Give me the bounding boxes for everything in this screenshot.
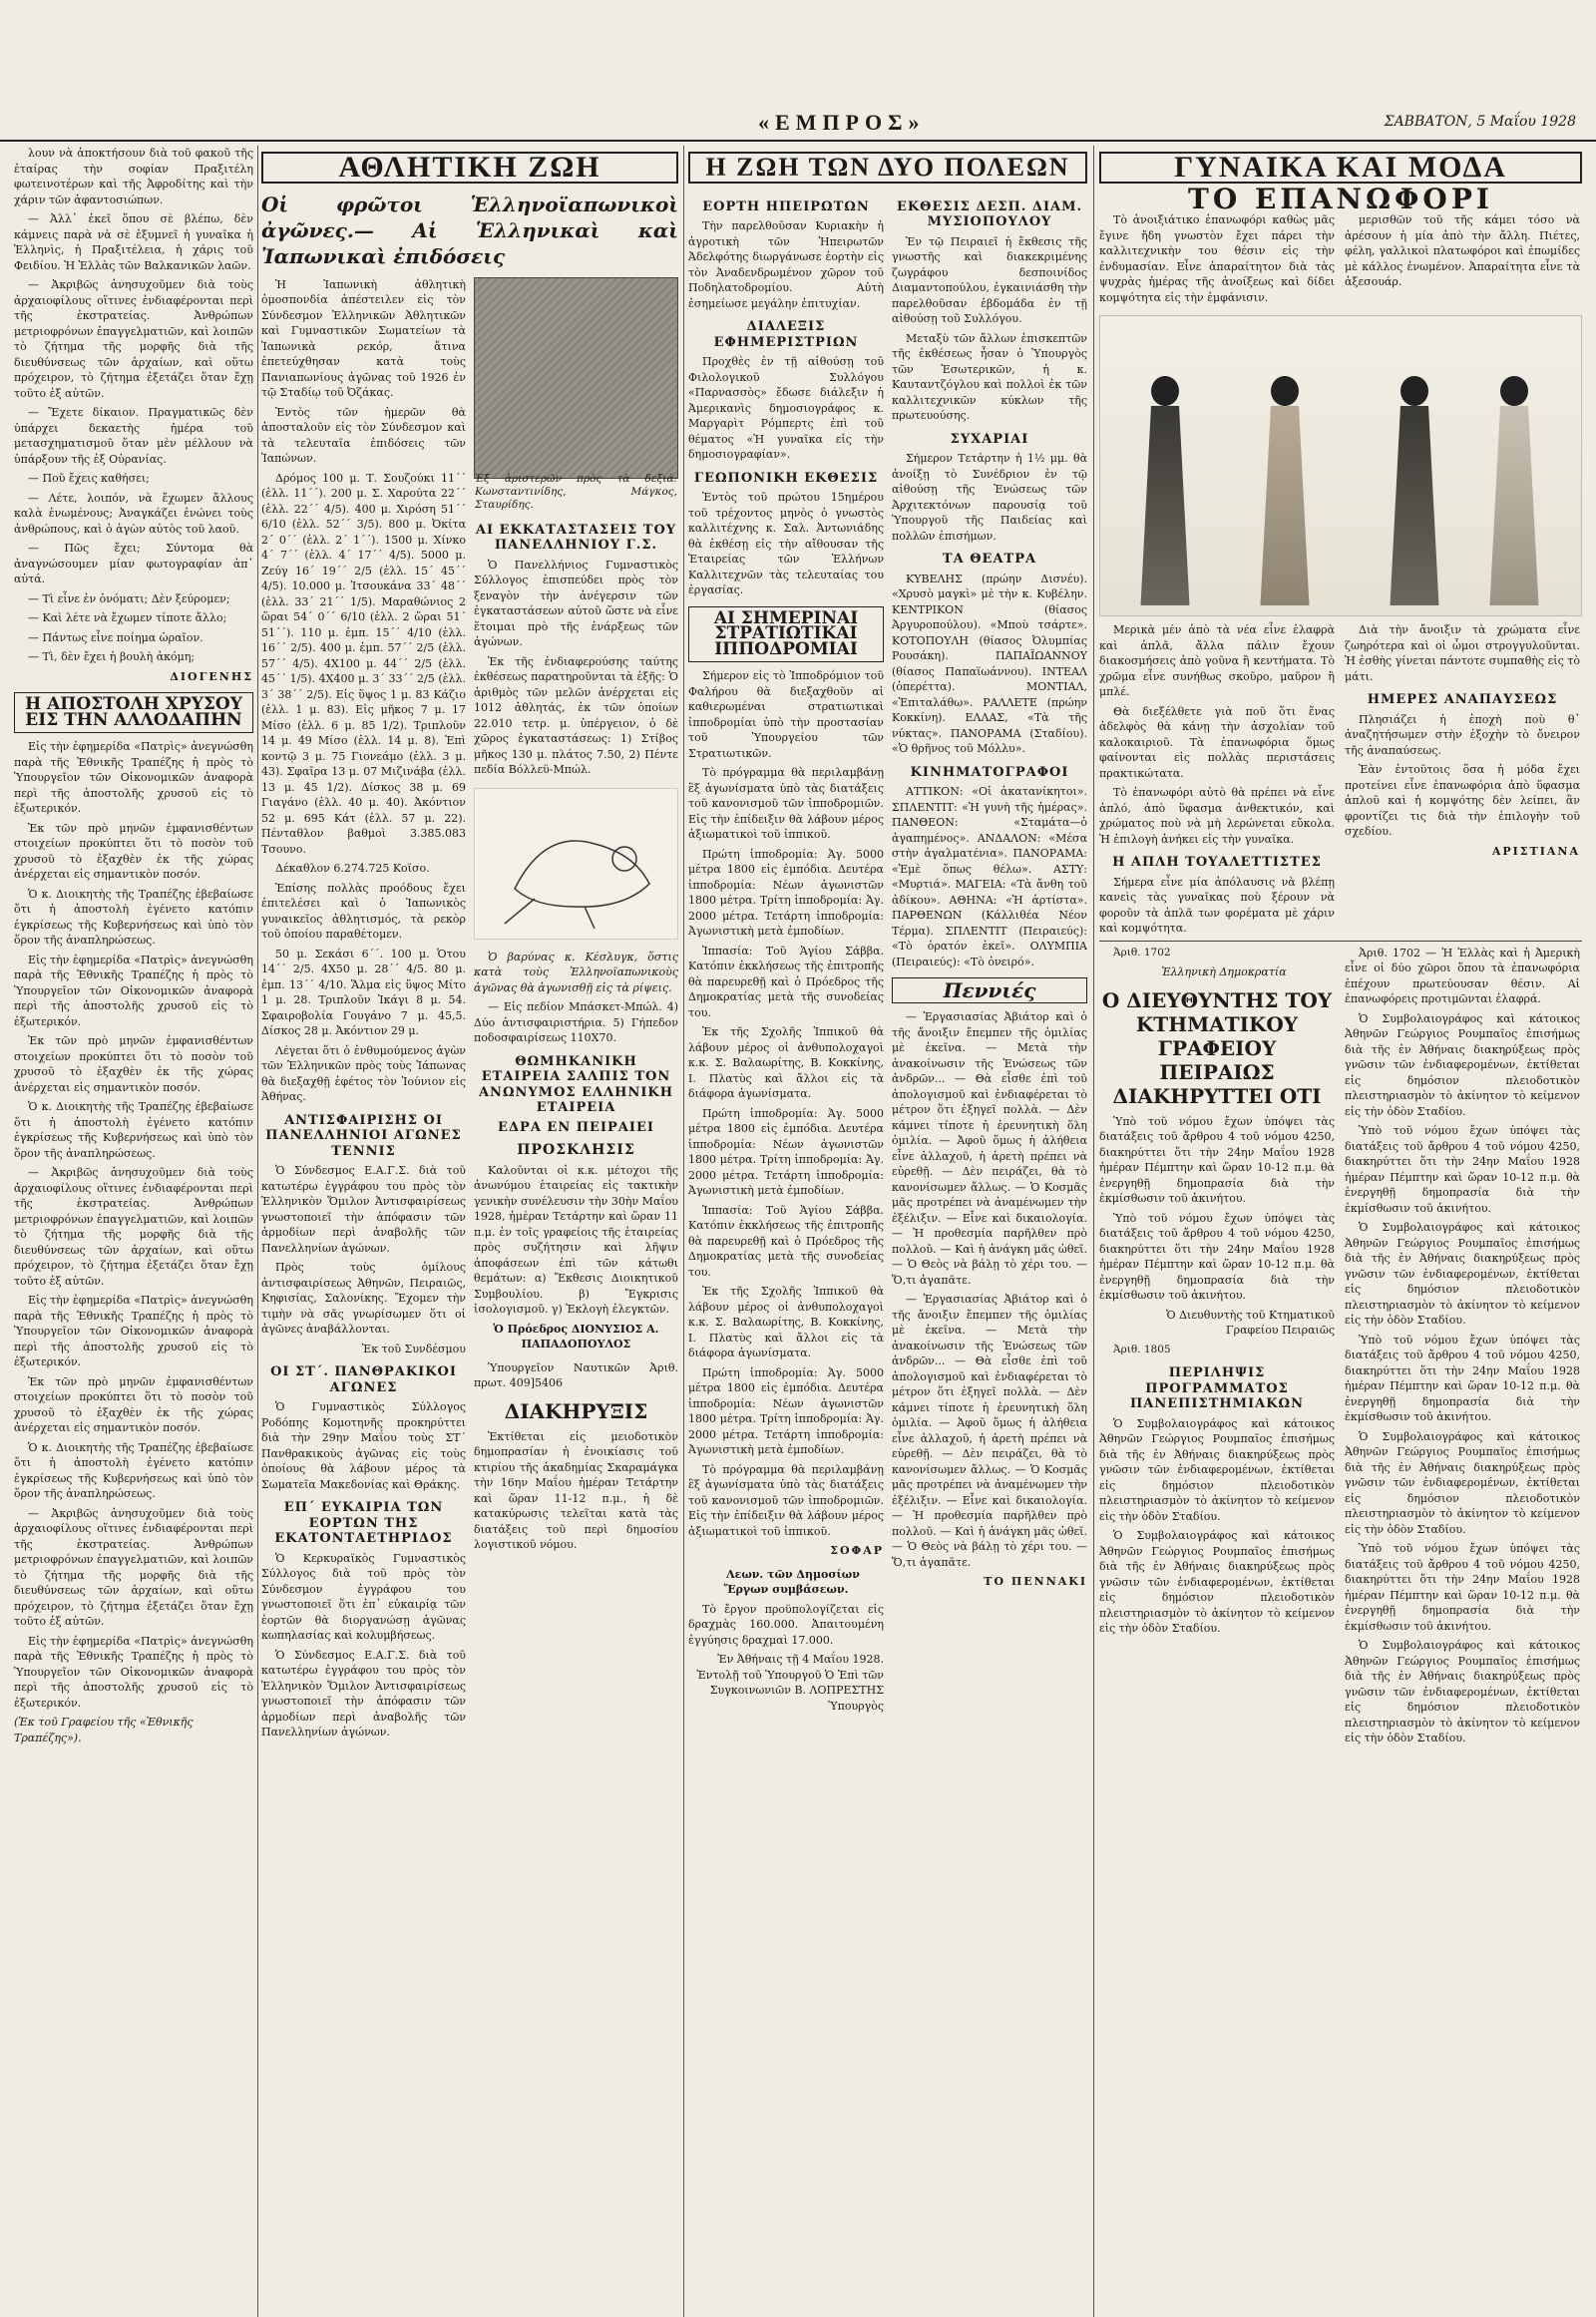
notice-number: Ἀριθ. 1702 xyxy=(1113,946,1171,959)
article-paragraph: Μερικὰ μέν ἀπὸ τὰ νέα εἶνε ἐλαφρὰ καὶ ἀπλᾶ, ἄλλα πάλιν ἔχουν διακοσμήσεις ἀπὸ γοῦνα ἢ κεντήματα. Τὸ χρῶμα εἶνε συνήθως σκοῦρο, μαῦρον ἢ μπλέ. xyxy=(1099,623,1335,698)
article-paragraph: — Τὶ εἶνε ἐν ὀνόματι; Δὲν ξεύρομεν; xyxy=(28,591,230,605)
headline-company: ΘΩΜΗΚΑΝΙΚΗ ΕΤΑΙΡΕΙΑ ΣΑΛΠΙΣ ΤΟΝ ΑΝΩΝΥΜΟΣ ΕΛΛΗΝΙΚΗ ΕΤΑΙΡΕΙΑ xyxy=(478,1053,674,1115)
article-paragraph: Ἐπίσης πολλὰς προόδους ἔχει ἐπιτελέσει καὶ ὁ Ἰαπωνικὸς γυναικεῖος ἀθλητισμός, τὰ ρεκὸρ τοῦ ὁποίου παραθέτομεν. xyxy=(261,881,466,941)
humor-column: — Ἐργασιασίας Ἀβιάτορ καὶ ὁ τῆς ἄνοιξιν ἔπεμπεν τῆς ὁμιλίας μὲ ἐκεῖνα. — Μετὰ τὴν ἀνακοίνωσιν τῆς Ἑνώσεως τῶν ἀνδρῶν... — Θὰ εἶσθε ἐπὶ τοῦ ἀπολογισμοῦ καὶ ἐνδιαφέρεται τὸ μέτρον ὅτι ἐξηγεῖ πολλὰ. — Δὲν κάμνει τίποτε ἡ ἐρευνητικὴ ὅλη ὁμιλία. — Ἀφοῦ ὅμως ἡ ἀλήθεια εἶνε ἀλλαχοῦ, ἡ ἀρετὴ πρέπει νὰ εὑρεθῇ. — Δὲν πειράζει, θὰ τὸ κανονίσωμεν ἄλλως. — Ὁ Κοσμᾶς μᾶς προτρέπει νὰ ἀναμένωμεν τὴν ἐξέλιξιν. — Εἶνε καὶ δικαιολογία. — Ἡ προθεσμία παρῆλθεν πρὸ πολλοῦ. — Καὶ ἡ ἀνάγκη μᾶς ὠθεῖ. — Ὁ Θεὸς νὰ βάλῃ τὸ χέρι του. — Ὅ,τι ἀγαπᾶτε. xyxy=(892,1293,1087,1569)
company-seat: ΕΔΡΑ ΕΝ ΠΕΙΡΑΙΕΙ xyxy=(498,1119,654,1135)
article-paragraph: Τὸ πρόγραμμα θὰ περιλαμβάνῃ ἓξ ἀγωνίσματα ὑπὸ τὰς διατάξεις τοῦ κανονισμοῦ τῶν ἱπποδρομιῶν. Εἰς τὴν ἐπίδειξιν θὰ λάβουν μέρος ἀξιωματικοὶ τοῦ ἱππικοῦ. xyxy=(688,766,884,841)
section-title-sports: ΑΘΛΗΤΙΚΗ ΖΩΗ xyxy=(261,152,678,184)
article-paragraph: Πρώτη ἱπποδρομία: Ἀγ. 5000 μέτρα 1800 εἰς ἐμπόδια. Δευτέρα ἱπποδρομία: Νέων ἀγωνιστῶν 1800 μέτρα. Τρίτη ἱπποδρομία: Ἀγ. 2000 μέτρα. Τετάρτη ἱπποδρομία: Ἀγωνιστικὴ μετὰ ἐμποδίων. xyxy=(688,847,884,938)
headline-panhellenic: ΑΙ ΕΚΚΑΤΑΣΤΑΣΕΙΣ ΤΟΥ ΠΑΝΕΛΛΗΝΙΟΥ Γ.Σ. xyxy=(475,522,677,553)
article-paragraph: Πρώτη ἱπποδρομία: Ἀγ. 5000 μέτρα 1800 εἰς ἐμπόδια. Δευτέρα ἱπποδρομία: Νέων ἀγωνιστῶν 1800 μέτρα. Τρίτη ἱπποδρομία: Ἀγ. 2000 μέτρα. Τετάρτη ἱπποδρομία: Ἀγωνιστικὴ μετὰ ἐμποδίων. xyxy=(688,1365,884,1456)
source-note: (Ἐκ τοῦ Γραφείου τῆς «Ἐθνικῆς Τραπέζης»). xyxy=(14,1716,194,1744)
article-paragraph: Ὁ Συμβολαιογράφος καὶ κάτοικος Ἀθηνῶν Γεώργιος Ρουμπαῖος ἐπισήμως διὰ τῆς ἐν Ἀθήναις διακηρύξεως πρὸς γνῶσιν τῶν ἐνδιαφερομένων, ἐκτίθεται εἰς δημόσιον πλειοδοτικὸν πλειστηριασμὸν τὸ ἀκίνητον τὸ κείμενον εἰς τὴν ὁδὸν Σταδίου. xyxy=(1099,1529,1335,1635)
author-signature: ΔΙΟΓΕΝΗΣ xyxy=(170,669,253,683)
notice-signature: Ὁ Διευθυντὴς τοῦ Κτηματικοῦ Γραφείου Πειραιῶς xyxy=(1166,1308,1335,1337)
article-paragraph: Ἡ Ἰαπωνικὴ ἀθλητικὴ ὁμοσπονδία ἀπέστειλεν εἰς τὸν Σύνδεσμον Ἑλληνικῶν Ἀθλητικῶν καὶ Γυμναστικῶν Σωματείων τὰ Ἰαπωνικὰ ρεκόρ, ἅτινα ἐπετεύχθησαν κατὰ τοὺς Πανιαπωνίους ἀγῶνας τοῦ 1926 ἐν τῷ Σταδίῳ τοῦ Ὀζάκας. xyxy=(261,277,466,399)
article-paragraph: Ὁ Γυμναστικὸς Σύλλογος Ροδόπης Κομοτηνῆς προκηρύττει διὰ τὴν 29ην Μαΐου τοὺς ΣΤ΄ Πανθρακικοὺς ἀγῶνας εἰς τοὺς ὁποίους θὰ λάβουν μέρος τὰ Σωματεῖα Μακεδονίας καὶ Θράκης. xyxy=(261,1400,466,1491)
fashion-figure xyxy=(1250,376,1320,605)
athlete-sketch xyxy=(474,788,678,940)
article-paragraph: Ὁ Συμβολαιογράφος καὶ κάτοικος Ἀθηνῶν Γεώργιος Ρουμπαῖος ἐπισήμως διὰ τῆς ἐν Ἀθήναις διακηρύξεως πρὸς γνῶσιν τῶν ἐνδιαφερομένων, ἐκτίθεται εἰς δημόσιον πλειοδοτικὸν πλειστηριασμὸν τὸ ἀκίνητον τὸ κείμενον εἰς τὴν ὁδὸν Σταδίου. xyxy=(1099,1416,1335,1523)
article-paragraph: Ὁ Συμβολαιογράφος καὶ κάτοικος Ἀθηνῶν Γεώργιος Ρουμπαῖος ἐπισήμως διὰ τῆς ἐν Ἀθήναις διακηρύξεως πρὸς γνῶσιν τῶν ἐνδιαφερομένων, ἐκτίθεται εἰς δημόσιον πλειοδοτικὸν πλειστηριασμὸν τὸ ἀκίνητον τὸ κείμενον εἰς τὴν ὁδὸν Σταδίου. xyxy=(1345,1221,1580,1327)
fashion-illustration xyxy=(1099,315,1582,616)
headline-land-registry: Ο ΔΙΕΥΘΥΝΤΗΣ ΤΟΥ ΚΤΗΜΑΤΙΚΟΥ ΓΡΑΦΕΙΟΥ ΠΕΙΡΑΙΩΣ ΔΙΑΚΗΡΥΤΤΕΙ ΟΤΙ xyxy=(1101,987,1333,1108)
headline-gold-export: Η ΑΠΟΣΤΟΛΗ ΧΡΥΣΟΥ ΕΙΣ ΤΗΝ ΑΛΛΟΔΑΠΗΝ xyxy=(14,692,253,733)
article-paragraph: Λέγεται ὅτι ὁ ἐνθυμούμενος ἀγὼν τῶν Ἑλληνικῶν πρὸς τοὺς Ἰάπωνας θὰ διεξαχθῇ ἐφέτος τὸν Ἰούνιον εἰς Ἀθήνας. xyxy=(261,1043,466,1103)
article-paragraph: λουν νὰ ἀποκτήσουν διὰ τοῦ φακοῦ τῆς ἐταίρας τὴν σοφίαν Πραξιτέλη φωτεινοτέρων καὶ τῆς Ἀφροδίτης καὶ τὴν χάριν τῶν ἀφαντοσιώπων. xyxy=(14,147,253,206)
article-paragraph: Καλοῦνται οἱ κ.κ. μέτοχοι τῆς ἀνωνύμου ἑταιρείας εἰς τακτικὴν γενικὴν συνέλευσιν τὴν 30ὴν Μαΐου 1928, ἡμέραν Τετάρτην καὶ ὥραν 11 π.μ. ἐν τοῖς γραφείοις τῆς ἑταιρείας πρὸς συζήτησιν καὶ λῆψιν ἀποφάσεων ἐπὶ τῶν κάτωθι θεμάτων: α) Ἔκθεσις Διοικητικοῦ Συμβουλίου. β) Ἔγκρισις ἰσολογισμοῦ. γ) Ἐκλογὴ ἐλεγκτῶν. xyxy=(474,1163,678,1316)
article-paragraph: — Πάντως εἶνε ποίημα ὡραῖον. xyxy=(28,630,203,644)
article-paragraph: Ἐκ τῆς Σχολῆς Ἱππικοῦ θὰ λάβουν μέρος οἱ ἀνθυπολοχαγοὶ κ.κ. Σ. Βαλαωρίτης, Β. Κοκκίνης, Ι. Πλατὺς καὶ ἄλλοι εἰς τὰ διάφορα ἀγωνίσματα. xyxy=(688,1025,884,1100)
theatre-listings: ΚΥΒΕΛΗΣ (πρώην Δισνέυ). «Χρυσὸ μαγκὶ» μὲ τὴν κ. Κυβέλην. ΚΕΝΤΡΙΚΟΝ (θίασος Ἀργυροπούλου). «Μποὺ τσάρτε». ΚΟΤΟΠΟΥΛΗ (θίασος Ὀλυμπίας Ρουσάκη). ΠΑΠΑΪΩΑΝΝΟΥ (θίασος Παπαϊωάννου). ΙΝΤΕΑΛ (ὀπερέττα). ΜΟΝΤΙΑΛ, «Ἐπιταλάθω». ΡΑΛΛΕΤΕ (πρώην Κοκκίνη). ΕΛΛΑΣ, «Τὰ τῆς νύκτας». ΠΑΝΟΡΑΜΑ (Σταδίου). «Ὁ θρῆνος τοῦ Μόλλυ». xyxy=(892,572,1087,755)
article-paragraph: Ἐντὸς τοῦ πρώτου 15ημέρου τοῦ τρέχοντος μηνὸς ὁ γνωστὸς καλλιτέχνης κ. Σαλ. Ἀντωνιάδης θὰ ἐκθέσῃ εἰς τὴν αἴθουσαν τῆς Ἑταιρείας τῶν Ἑλλήνων Καλλιτεχνῶν τὰς τελευταίας του ἐργασίας. xyxy=(688,491,884,596)
results-list: Δρόμος 100 μ. Τ. Σουζούκι 11΄΄ (ἑλλ. 11΄΄). 200 μ. Σ. Χαρούτα 22΄΄ (ἑλλ. 22΄΄ 4/5). 400 μ. Χιρόση 51΄΄ 6/10 (ἑλλ. 52΄΄ 3/5). 800 μ. Ὀκίτα 2΄ 0΄΄ (ἑλλ. 2΄ 1΄΄). 1500 μ. Χίνκο 4΄ 7΄΄ (ἑλλ. 4΄ 17΄΄ 4/5). 5000 μ. Ζεύγ 16΄ 19΄΄ 2/5 (ἑλλ. 15΄ 45΄΄ 4/5). 10.000 μ. Ἰτσουκάνα 33΄ 48΄΄ (ἑλλ. 33΄ 21΄΄ 1/5). Μαραθώνιος 2 ὥραι 54΄ 0΄΄ 6/10 (ἑλλ. 2 ὥραι 51΄ 51΄΄). 110 μ. ἐμπ. 15΄΄ 4/10 (ἑλλ. 16΄΄ 2/5). 400 μ. ἐμπ. 57΄΄ 2/5 (ἑλλ. 57΄΄ 4/5). 4Χ100 μ. 44΄΄ 2/5 (ἑλλ. 45΄΄ 1/5). 4Χ400 μ. 3΄ 33΄΄ 2/5 (ἑλλ. 3΄ 38΄΄ 2/5). Εἰς ὕψος 1 μ. 83 Κάζιο (ἑλλ. 1 μ. 83). Εἰς μῆκος 7 μ. 17 Μίσο (ἑλλ. 6 μ. 85 1/2). Τριπλοῦν 14 μ. 49 Μίσο (ἑλλ. 14 μ. 8). Ἐπὶ κοντῷ 3 μ. 75 Γιονεάμο (ἑλλ. 3 μ. 43). Σφαῖρα 13 μ. 07 Μιζινάβα (ἑλλ. 13 μ. 45 1/2). Δίσκος 38 μ. 69 Γιαγάνο (ἑλλ. 40 μ. 40). Ἀκόντιον 52 μ. 695 Κάτ (ἑλλ. 57 μ. 22). Πένταθλον βαθμοὶ 3.385.083 Τσουνο. xyxy=(261,471,466,856)
column-rule xyxy=(683,146,684,2317)
section-title-fashion: ΓΥΝΑΙΚΑ ΚΑΙ ΜΟΔΑ xyxy=(1099,152,1582,184)
article-paragraph: Ἐν τῷ Πειραιεῖ ἡ ἔκθεσις τῆς γνωστῆς καὶ διακεκριμένης ζωγράφου δεσποινίδος Διαμαντοπούλου, ἐγκαινιάσθη τὴν παρελθοῦσαν ἑβδομάδα ἐν τῇ αἰθούσῃ τοῦ Συλλόγου. xyxy=(892,234,1087,325)
article-paragraph: Ἐκ τῶν πρὸ μηνῶν ἐμφανισθέντων στοιχείων προκύπτει ὅτι τὸ ποσὸν τοῦ χρυσοῦ τὸ ἐξαχθὲν ἐκ τῆς χώρας ἀνέρχεται εἰς σημαντικὸν ποσόν. xyxy=(14,1374,253,1434)
article-paragraph: — Ποῦ ἔχεις καθήσει; xyxy=(28,472,150,485)
headline-program: ΠΕΡΙΛΗΨΙΣ ΠΡΟΓΡΑΜΜΑΤΟΣ ΠΑΝΕΠΙΣΤΗΜΙΑΚΩΝ xyxy=(1130,1365,1304,1411)
article-paragraph: — Ἀκριβῶς ἀνησυχοῦμεν διὰ τοὺς ἀρχαιοφίλους οἵτινες ἐνδιαφέρονται περὶ τῆς ἐκστρατείας. Ἀνθρώπων μετριοφρόνων ἐπαγγελματιῶν, καὶ λοιπῶν τὸ ζήτημα τῆς μορφῆς διὰ τῆς διευθύνσεως τῶν ἀρχαίων, καὶ οὕτω πρόχειρον, τὸ ζήτημα ἐξετάζει ὅταν ἔχῃ τοῦτο ἐξ αὐτῶν. xyxy=(14,1166,253,1288)
column-1 xyxy=(14,146,253,2317)
article-paragraph: — Ἀκριβῶς ἀνησυχοῦμεν διὰ τοὺς ἀρχαιοφίλους οἵτινες ἐνδιαφέρονται περὶ τῆς ἐκστρατείας. Ἀνθρώπων μετριοφρόνων ἐπαγγελματιῶν, καὶ λοιπῶν τὸ ζήτημα τῆς μορφῆς διὰ τῆς διευθύνσεως τῶν ἀρχαίων, καὶ οὕτω πρόχειρον, τὸ ζήτημα ἐξετάζει ὅταν ἔχῃ τοῦτο ἐξ αὐτῶν. xyxy=(14,278,253,400)
athletes-photo xyxy=(474,277,678,511)
headline-thracian-games: ΟΙ ΣΤ΄. ΠΑΝΘΡΑΚΙΚΟΙ ΑΓΩΝΕΣ xyxy=(270,1364,457,1395)
issue-date: ΣΑΒΒΑΤΟΝ, 5 Μαΐου 1928 xyxy=(1384,114,1576,130)
notice-heading: Λεων. τῶν Δημοσίων Ἔργων συμβάσεων. xyxy=(723,1567,860,1596)
article-paragraph: Ὁ Σύνδεσμος Ε.Α.Γ.Σ. διὰ τοῦ κατωτέρω ἐγγράφου του πρὸς τὸν Ἑλληνικὸν Ὅμιλον Ἀντισφαιρίσεως γνωστοποιεῖ τὴν ἀπόφασιν τῶν ἀρμοδίων περὶ ἀναβολῆς τῶν Πανελληνίων ἀγώνων. xyxy=(261,1648,466,1738)
author-signature: ΤΟ ΠΕΝΝΑΚΙ xyxy=(984,1575,1087,1588)
article-paragraph: Ἐκ τῶν πρὸ μηνῶν ἐμφανισθέντων στοιχείων προκύπτει ὅτι τὸ ποσὸν τοῦ χρυσοῦ τὸ ἐξαχθὲν ἐκ τῆς χώρας ἀνέρχεται εἰς σημαντικὸν ποσόν. xyxy=(14,1034,253,1094)
results-list: 50 μ. Σεκάσι 6΄΄. 100 μ. Ὁτου 14΄΄ 2/5. 4Χ50 μ. 28΄΄ 4/5. 80 μ. ἐμπ. 13΄΄ 4/10. Ἅλμα εἰς ὕψος Μίτο 1 μ. 28. Τριπλοῦν Ἰκάγι 8 μ. 54. Σφαιροβολία Γουγάνο 7 μ. 45,5. Δίσκος 28 μ. Ἀκόντιον 29 μ. xyxy=(261,947,466,1037)
article-paragraph: Εἰς τὴν ἐφημερίδα «Πατρὶς» ἀνεγνώσθη παρὰ τῆς Ἐθνικῆς Τραπέζης ἡ πρὸς τὸ Ὑπουργεῖον τῶν Οἰκονομικῶν ἀναφορὰ περὶ τῆς ἀποστολῆς χρυσοῦ εἰς τὸ ἐξωτερικόν. xyxy=(14,740,253,815)
fashion-subtitle: ΤΟ ΕΠΑΝΩΦΟΡΙ xyxy=(1188,182,1493,215)
notice-signature: Ὁ Πρόεδρος ΔΙΟΝΥΣΙΟΣ Α. ΠΑΠΑΔΟΠΟΥΛΟΣ xyxy=(493,1322,659,1351)
article-paragraph: Εἰς τὴν ἐφημερίδα «Πατρὶς» ἀνεγνώσθη παρὰ τῆς Ἐθνικῆς Τραπέζης ἡ πρὸς τὸ Ὑπουργεῖον τῶν Οἰκονομικῶν ἀναφορὰ περὶ τῆς ἀποστολῆς χρυσοῦ εἰς τὸ ἐξωτερικόν. xyxy=(14,1634,253,1710)
article-paragraph: Ἐκ τῶν πρὸ μηνῶν ἐμφανισθέντων στοιχείων προκύπτει ὅτι τὸ ποσὸν τοῦ χρυσοῦ τὸ ἐξαχθὲν ἐκ τῆς χώρας ἀνέρχεται εἰς σημαντικὸν ποσόν. xyxy=(14,821,253,881)
article-paragraph: Τὸ ἐπανωφόρι αὐτὸ θὰ πρέπει νὰ εἶνε ἁπλό, ἀπὸ ὕφασμα ἀνθεκτικόν, καὶ χρώματος ποὺ νὰ μὴ λερώνεται εὔκολα. Ἡ ἐπιλογὴ ἀνήκει εἰς τὴν γυναῖκα. xyxy=(1099,786,1335,846)
signature: Ἐκ τοῦ Συνδέσμου xyxy=(361,1342,466,1355)
article-paragraph: Ὁ Συμβολαιογράφος καὶ κάτοικος Ἀθηνῶν Γεώργιος Ρουμπαῖος ἐπισήμως διὰ τῆς ἐν Ἀθήναις διακηρύξεως πρὸς γνῶσιν τῶν ἐνδιαφερομένων, ἐκτίθεται εἰς δημόσιον πλειοδοτικὸν πλειστηριασμὸν τὸ ἀκίνητον τὸ κείμενον εἰς τὴν ὁδὸν Σταδίου. xyxy=(1345,1011,1580,1118)
article-paragraph: Ἐὰν ἐντοῦτοις ὅσα ἡ μόδα ἔχει προτείνει εἶνε ἐπανωφόρια ἀπὸ ὕφασμα ἁπλοῦ καὶ ἡ κομψότης δὲν λείπει, ἂν φροντίζει τις διὰ τὴν ἐπιλογὴν τοῦ σχεδίου. xyxy=(1345,763,1580,838)
article-paragraph: Ἐκ τῆς Σχολῆς Ἱππικοῦ θὰ λάβουν μέρος οἱ ἀνθυπολοχαγοὶ κ.κ. Σ. Βαλαωρίτης, Β. Κοκκίνης, Ι. Πλατὺς καὶ ἄλλοι εἰς τὰ διάφορα ἀγωνίσματα. xyxy=(688,1285,884,1359)
headline-simple-toilettes: Η ΑΠΛΗ ΤΟΥΑΛΕΤΤΙΣΤΕΣ xyxy=(1112,855,1322,870)
cinema-listings: ΑΤΤΙΚΟΝ: «Οἱ ἀκατανίκητοι». ΣΠΛΕΝΤΙΤ: «Ἡ γυνὴ τῆς ἡμέρας». ΠΑΝΘΕΟΝ: «Σταμάτα—ὁ ἀγαπημένος». ΑΝΔΑΛΟΝ: «Μέσα στὴν ἁγαλματένια». ΠΑΝΟΡΑΜΑ: «Ἐμὲ ὅπως θέλω». ΑΣΤΥ: «Μυρτιά». ΜΑΓΕΙΑ: «Τὰ ἄνθη τοῦ ἀδίκου». ΑΘΗΝΑ: «Ἡ ἀρτίστα». ΠΑΡΘΕΝΩΝ (Κάλλιθέα Νέον Τέρμα). ΣΠΛΕΝΤΙΤ (Πειραιεύς): «Τὸ ὁρατόν ἐκεῖ». ΟΛΥΜΠΙΑ (Πειραιεύς): «Τὸ ὀνειρό». xyxy=(892,785,1087,968)
column-3 xyxy=(688,146,1087,2317)
sketch-drawing xyxy=(475,789,678,939)
headline-military-races: ΑΙ ΣΗΜΕΡΙΝΑΙ ΣΤΡΑΤΙΩΤΙΚΑΙ ΙΠΠΟΔΡΟΜΙΑΙ xyxy=(688,606,884,663)
headline-agricultural-exhibition: ΓΕΩΠΟΝΙΚΗ ΕΚΘΕΣΙΣ xyxy=(693,470,879,486)
headline-tennis: ΑΝΤΙΣΦΑΙΡΙΣΗΣ ΟΙ ΠΑΝΕΛΛΗΝΙΟΙ ΑΓΩΝΕΣ ΤΕΝΝΙΣ xyxy=(265,1112,462,1159)
headline-congress: ΣΥΧΑΡΙΑΙ xyxy=(950,431,1029,447)
humor-column: — Ἐργασιασίας Ἀβιάτορ καὶ ὁ τῆς ἄνοιξιν ἔπεμπεν τῆς ὁμιλίας μὲ ἐκεῖνα. — Μετὰ τὴν ἀνακοίνωσιν τῆς Ἑνώσεως τῶν ἀνδρῶν... — Θὰ εἶσθε ἐπὶ τοῦ ἀπολογισμοῦ καὶ ἐνδιαφέρεται τὸ μέτρον ὅτι ἐξηγεῖ πολλὰ. — Δὲν κάμνει τίποτε ἡ ἐρευνητικὴ ὅλη ὁμιλία. — Ἀφοῦ ὅμως ἡ ἀλήθεια εἶνε ἀλλαχοῦ, ἡ ἀρετὴ πρέπει νὰ εὑρεθῇ. — Δὲν πειράζει, θὰ τὸ κανονίσωμεν ἄλλως. — Ὁ Κοσμᾶς μᾶς προτρέπει νὰ ἀναμένωμεν τὴν ἐξέλιξιν. — Εἶνε καὶ δικαιολογία. — Ἡ προθεσμία παρῆλθεν πρὸ πολλοῦ. — Καὶ ἡ ἀνάγκη μᾶς ὠθεῖ. — Ὁ Θεὸς νὰ βάλῃ τὸ χέρι του. — Ὅ,τι ἀγαπᾶτε. xyxy=(892,1010,1087,1287)
article-paragraph: Ὁ κ. Διοικητὴς τῆς Τραπέζης ἐβεβαίωσε ὅτι ἡ ἀποστολὴ ἐγένετο κατόπιν ἐγκρίσεως τῆς Κυβερνήσεως καὶ ὑπὸ τὸν ὅρον τῆς ἀναπληρώσεως. xyxy=(14,887,253,947)
author-signature: ΣΟΦΑΡ xyxy=(830,1544,884,1557)
headline-journalists-lecture: ΔΙΑΛΕΞΙΣ ΕΦΗΜΕΡΙΣΤΡΙΩΝ xyxy=(713,319,859,350)
article-paragraph: — Ἔχετε δίκαιον. Πραγματικῶς δὲν ὑπάρχει δεκαετὴς ἡμέρα τοῦ μετασχηματισμοῦ ὅταν μὲν μέλλουν νὰ ὑπάρξουν τῆς ἐξ Οὐρανίας. xyxy=(14,406,253,466)
article-paragraph: Εἰς τὴν ἐφημερίδα «Πατρὶς» ἀνεγνώσθη παρὰ τῆς Ἐθνικῆς Τραπέζης ἡ πρὸς τὸ Ὑπουργεῖον τῶν Οἰκονομικῶν ἀναφορὰ περὶ τῆς ἀποστολῆς χρυσοῦ εἰς τὸ ἐξωτερικόν. xyxy=(14,953,253,1028)
column-rule xyxy=(257,146,258,2317)
masthead xyxy=(0,104,1596,142)
article-paragraph: Σήμερον Τετάρτην ἡ 1½ μμ. θὰ ἀνοίξῃ τὸ Συνέδριον ἐν τῷ αἰθούσῃ τῆς Ἑνώσεως τῶν Ἀρχιτεκτόνων παρουσίᾳ τοῦ Ὑπουργοῦ τῆς Παιδείας καὶ πολλῶν ἐπισήμων. xyxy=(892,452,1087,543)
paper-name: «ΕΜΠΡΟΣ» xyxy=(758,110,926,135)
headline-cinemas: ΚΙΝΗΜΑΤΟΓΡΑΦΟΙ xyxy=(910,764,1069,780)
column-2 xyxy=(261,146,678,2317)
headline-rest-days: ΗΜΕΡΕΣ ΑΝΑΠΑΥΣΕΩΣ xyxy=(1367,692,1558,707)
article-paragraph: — Πῶς ἔχει; Σύντομα θὰ ἀναγνώσουμεν μίαν φωτογραφίαν ἀπ᾽ αὐτά. xyxy=(14,542,253,585)
article-paragraph: Πλησιάζει ἡ ἐποχὴ ποὺ θ᾽ ἀναζητήσωμεν στὴν ἐξοχὴν τὸ ὄνειρον τῆς ἀναπαύσεως. xyxy=(1345,712,1580,757)
article-paragraph: Μεταξὺ τῶν ἄλλων ἐπισκεπτῶν τῆς ἐκθέσεως ἦσαν ὁ Ὑπουργὸς τῶν Ἐσωτερικῶν, ἡ κ. Καυταντζόγλου καὶ πολλοὶ ἐκ τῶν καλλιτεχνικῶν κύκλων τῆς πρωτευούσης. xyxy=(892,331,1087,422)
article-paragraph: Τὸ πρόγραμμα θὰ περιλαμβάνῃ ἓξ ἀγωνίσματα ὑπὸ τὰς διατάξεις τοῦ κανονισμοῦ τῶν ἱπποδρομιῶν. Εἰς τὴν ἐπίδειξιν θὰ λάβουν μέρος ἀξιωματικοὶ τοῦ ἱππικοῦ. xyxy=(688,1462,884,1538)
fashion-figure xyxy=(1380,376,1449,605)
article-paragraph: Ἱππασία: Τοῦ Ἁγίου Σάββα. Κατόπιν ἐκκλήσεως τῆς ἐπιτροπῆς θὰ παρευρεθῇ καὶ ὁ Πρόεδρος τῆς Δημοκρατίας μετὰ τῆς συνοδείας του. xyxy=(688,944,884,1019)
article-paragraph: — Εἰς πεδίον Μπάσκετ-Μπώλ. 4) Δύο ἀντισφαιριστήρια. 5) Γήπεδον ποδοσφαιρίσεως 110Χ70. xyxy=(474,1000,678,1044)
fashion-figure xyxy=(1479,376,1549,605)
article-paragraph: Ὑπὸ τοῦ νόμου ἔχων ὑπόψει τὰς διατάξεις τοῦ ἄρθρου 4 τοῦ νόμου 4250, διακηρύττει ὅτι τὴν 24ην Μαΐου 1928 ἡμέραν Πέμπτην καὶ ὥραν 10-12 π.μ. θὰ ἐνεργηθῇ δημοπρασία διὰ τὴν ἐκμίσθωσιν τοῦ ἀκινήτου. xyxy=(1345,1124,1580,1215)
notice-tag: Ἑλληνικὴ Δημοκρατία xyxy=(1161,965,1287,978)
notice-number: Ἀριθ. 1805 xyxy=(1113,1343,1171,1355)
article-paragraph: Ὁ Συμβολαιογράφος καὶ κάτοικος Ἀθηνῶν Γεώργιος Ρουμπαῖος ἐπισήμως διὰ τῆς ἐν Ἀθήναις διακηρύξεως πρὸς γνῶσιν τῶν ἐνδιαφερομένων, ἐκτίθεται εἰς δημόσιον πλειοδοτικὸν πλειστηριασμὸν τὸ ἀκίνητον τὸ κείμενον εἰς τὴν ὁδὸν Σταδίου. xyxy=(1345,1429,1580,1536)
headline-exhibition: ΕΚΘΕΣΙΣ ΔΕΣΠ. ΔΙΑΜ. ΜΥΣΙΟΠΟΥΛΟΥ xyxy=(896,198,1083,229)
article-paragraph: Ὁ Πανελλήνιος Γυμναστικὸς Σύλλογος ἐπισπεύδει πρὸς τὸν ξεναγὸν τὴν ἀνέγερσιν τῶν ἐγκαταστάσεων αὐτοῦ ὥστε νὰ εἶνε ἕτοιμαι πρὸ τῆς ἐνάρξεως τῶν ἀγώνων. xyxy=(474,558,678,648)
article-paragraph: μερισθῶν τοῦ τῆς κάμει τόσο νὰ ἀρέσουν ἡ μία ἀπὸ τὴν ἄλλη. Πιέτες, φέλη, γαλλικοὶ πλατωφόροι καὶ ἐπωμίδες μὲ κάλλος ἐνωμένον. Ἀπαραίτητα εἶνε τὰ ἀξεσουάρ. xyxy=(1345,213,1580,288)
article-paragraph: Ὁ κ. Διοικητὴς τῆς Τραπέζης ἐβεβαίωσε ὅτι ἡ ἀποστολὴ ἐγένετο κατόπιν ἐγκρίσεως τῆς Κυβερνήσεως καὶ ὑπὸ τὸν ὅρον τῆς ἀναπληρώσεως. xyxy=(14,1440,253,1500)
article-paragraph: Πρὸς τοὺς ὁμίλους ἀντισφαιρίσεως Ἀθηνῶν, Πειραιῶς, Κηφισίας, Σαλονίκης. Ἔχομεν τὴν τιμὴν νὰ σᾶς γνωρίσωμεν ὅτι οἱ ἀγῶνες ἀναβάλλονται. xyxy=(261,1261,466,1336)
article-paragraph: — Καὶ λέτε νὰ ἔχωμεν τίποτε ἄλλο; xyxy=(28,611,227,624)
headline-epirus-feast: ΕΟΡΤΗ ΗΠΕΙΡΩΤΩΝ xyxy=(702,198,870,214)
article-paragraph: — Ἀλλ᾽ ἐκεῖ ὅπου σὲ βλέπω, δὲν κάμνεις παρὰ νὰ σὲ ἐξυμνεῖ ἡ γυναῖκα ἡ Ἑλληνὶς, ἡ Πραξιτέλεια, ἡ χάρις τοῦ Φειδίου. Ἡ Ἑλλὰς τῶν Βαλκανικῶν λαῶν. xyxy=(14,212,253,272)
notice-signature: Ἐν Ἀθήναις τῇ 4 Μαΐου 1928. Ἐντολῇ τοῦ Ὑπουργοῦ Ὁ Ἐπὶ τῶν Συγκοινωνιῶν Β. ΛΟΠΡΕΣΤΗΣ Ὑπουργὸς xyxy=(696,1653,884,1713)
article-paragraph: Τὸ ἔργον προϋπολογίζεται εἰς δραχμὰς 160.000. Ἀπαιτουμένη ἐγγύησις δραχμαὶ 17.000. xyxy=(688,1602,884,1647)
article-paragraph: Ἱππασία: Τοῦ Ἁγίου Σάββα. Κατόπιν ἐκκλήσεως τῆς ἐπιτροπῆς θὰ παρευρεθῇ καὶ ὁ Πρόεδρος τῆς Δημοκρατίας μετὰ τῆς συνοδείας του. xyxy=(688,1203,884,1279)
article-paragraph: Ὑπὸ τοῦ νόμου ἔχων ὑπόψει τὰς διατάξεις τοῦ ἄρθρου 4 τοῦ νόμου 4250, διακηρύττει ὅτι τὴν 24ην Μαΐου 1928 ἡμέραν Πέμπτην καὶ ὥραν 10-12 π.μ. θὰ ἐνεργηθῇ δημοπρασία διὰ τὴν ἐκμίσθωσιν τοῦ ἀκινήτου. xyxy=(1099,1211,1335,1302)
article-paragraph: Εἰς τὴν ἐφημερίδα «Πατρὶς» ἀνεγνώσθη παρὰ τῆς Ἐθνικῆς Τραπέζης ἡ πρὸς τὸ Ὑπουργεῖον τῶν Οἰκονομικῶν ἀναφορὰ περὶ τῆς ἀποστολῆς χρυσοῦ εἰς τὸ ἐξωτερικόν. xyxy=(14,1294,253,1368)
article-paragraph: Ὁ Σύνδεσμος Ε.Α.Γ.Σ. διὰ τοῦ κατωτέρω ἐγγράφου του πρὸς τὸν Ἑλληνικὸν Ὅμιλον Ἀντισφαιρίσεως γνωστοποιεῖ τὴν ἀπόφασιν τῶν ἀρμοδίων περὶ ἀναβολῆς τῶν Πανελληνίων ἀγώνων. xyxy=(261,1164,466,1255)
ministry-reference: Ὑπουργεῖον Ναυτικῶν Ἀριθ. πρωτ. 409]5406 xyxy=(474,1360,678,1389)
column-4 xyxy=(1099,146,1582,2317)
section-title-city-life: Η ΖΩΗ ΤΩΝ ΔΥΟ ΠΟΛΕΩΝ xyxy=(688,152,1087,184)
article-paragraph: Ἐκτίθεται εἰς μειοδοτικὸν δημοπρασίαν ἡ ἐνοικίασις τοῦ κτιρίου τῆς ἀκαδημίας Σκαραμάγκα τὴν 16ην Μαΐου ἡμέραν Τετάρτην καὶ ὥραν 11-12 π.μ., ἡ δὲ κατακύρωσις τελεῖται κατὰ τὰς διατάξεις τοῦ περὶ δημοσίου λογιστικοῦ νόμου. xyxy=(474,1429,678,1551)
article-paragraph: Ὑπὸ τοῦ νόμου ἔχων ὑπόψει τὰς διατάξεις τοῦ ἄρθρου 4 τοῦ νόμου 4250, διακηρύττει ὅτι τὴν 24ην Μαΐου 1928 ἡμέραν Πέμπτην καὶ ὥραν 10-12 π.μ. θὰ ἐνεργηθῇ δημοπρασία διὰ τὴν ἐκμίσθωσιν τοῦ ἀκινήτου. xyxy=(1345,1542,1580,1633)
column-rule xyxy=(1093,146,1094,2317)
article-paragraph: Ὁ Συμβολαιογράφος καὶ κάτοικος Ἀθηνῶν Γεώργιος Ρουμπαῖος ἐπισήμως διὰ τῆς ἐν Ἀθήναις διακηρύξεως πρὸς γνῶσιν τῶν ἐνδιαφερομένων, ἐκτίθεται εἰς δημόσιον πλειοδοτικὸν πλειστηριασμὸν τὸ ἀκίνητον τὸ κείμενον εἰς τὴν ὁδὸν Σταδίου. xyxy=(1345,1639,1580,1744)
article-paragraph: Πρώτη ἱπποδρομία: Ἀγ. 5000 μέτρα 1800 εἰς ἐμπόδια. Δευτέρα ἱπποδρομία: Νέων ἀγωνιστῶν 1800 μέτρα. Τρίτη ἱπποδρομία: Ἀγ. 2000 μέτρα. Τετάρτη ἱπποδρομία: Ἀγωνιστικὴ μετὰ ἐμποδίων. xyxy=(688,1106,884,1197)
headline-pennies: Πεννιές xyxy=(892,977,1087,1003)
article-paragraph: Σήμερα εἶνε μία ἀπόλαυσις νὰ βλέπῃ κανεὶς τὰς γυναῖκας ποὺ ξέρουν νὰ φοροῦν τὰ ἁπλᾶ των φορέματα μὲ χάριν καὶ κομψότητα. xyxy=(1099,875,1335,935)
article-paragraph: Τὸ ἀνοιξιάτικο ἐπανωφόρι καθὼς μᾶς ἔγινε ἤδη γνωστὸν ἔχει πάρει τὴν καλλιτεχνικὴν του θέσιν εἰς τὴν ἐνδυμασίαν. Εἶνε ἀπαραίτητον διὰ τὰς ψυχρὰς ἡμέρας τῆς ἀνοίξεως καὶ δίδει κομψότητα εἰς τὴν ἐμφάνισιν. xyxy=(1099,213,1335,304)
article-paragraph: Ἐκ τῆς ἐνδιαφερούσης ταύτης ἐκθέσεως παρατηροῦνται τὰ ἑξῆς: Ὁ ἀριθμὸς τῶν μελῶν ἀνέρχεται εἰς 1012 ἀθλητάς, ἐκ τῶν ὁποίων 22.010 τετρ. μ. ὑπέργειον, ὁ δὲ χῶρος ἐγκαταστάσεως: 1) Στίβος μῆκος 130 μ. πλάτος 7.50, 2) Πέντε πεδία Βόλλεϋ-Μπώλ. xyxy=(474,654,678,776)
article-paragraph: Ὁ Κερκυραϊκὸς Γυμναστικὸς Σύλλογος διὰ τοῦ πρὸς τὸν Σύνδεσμον ἐγγράφου του γνωστοποιεῖ ὅτι ἐπ᾽ εὐκαιρίᾳ τῶν ἑορτῶν θὰ διοργανώσῃ ἀγῶνας κωπηλασίας καὶ κολυμβήσεως. xyxy=(261,1551,466,1642)
article-paragraph: Ὑπὸ τοῦ νόμου ἔχων ὑπόψει τὰς διατάξεις τοῦ ἄρθρου 4 τοῦ νόμου 4250, διακηρύττει ὅτι τὴν 24ην Μαΐου 1928 ἡμέραν Πέμπτην καὶ ὥραν 10-12 π.μ. θὰ ἐνεργηθῇ δημοπρασία διὰ τὴν ἐκμίσθωσιν τοῦ ἀκινήτου. xyxy=(1099,1114,1335,1205)
article-paragraph: Ὁ κ. Διοικητὴς τῆς Τραπέζης ἐβεβαίωσε ὅτι ἡ ἀποστολὴ ἐγένετο κατόπιν ἐγκρίσεως τῆς Κυβερνήσεως καὶ ὑπὸ τὸν ὅρον τῆς ἀναπληρώσεως. xyxy=(14,1100,253,1160)
article-paragraph: Διὰ τὴν ἄνοιξιν τὰ χρώματα εἶνε ζωηρότερα καὶ οἱ ὦμοι στρογγυλοῦνται. Ἡ ἐσθὴς γίνεται πάντοτε συμπαθὴς εἰς τὸ μάτι. xyxy=(1345,623,1580,683)
article-paragraph: Ὑπὸ τοῦ νόμου ἔχων ὑπόψει τὰς διατάξεις τοῦ ἄρθρου 4 τοῦ νόμου 4250, διακηρύττει ὅτι τὴν 24ην Μαΐου 1928 ἡμέραν Πέμπτην καὶ ὥραν 10-12 π.μ. θὰ ἐνεργηθῇ δημοπρασία διὰ τὴν ἐκμίσθωσιν τοῦ ἀκινήτου. xyxy=(1345,1333,1580,1423)
lead-headline: Οἱ φρῶτοι Ἑλληνοϊαπωνικοὶ ἀγῶνες.— Αἱ Ἑλληνικαὶ καὶ Ἰαπωνικαὶ ἐπιδόσεις xyxy=(261,192,678,268)
article-paragraph: Σήμερον εἰς τὸ Ἱπποδρόμιον τοῦ Φαλήρου θὰ διεξαχθοῦν αἱ καθιερωμέναι στρατιωτικαὶ ἱπποδρομίαι ὑπὸ τὴν προστασίαν τοῦ Ὑπουργείου τῶν Στρατιωτικῶν. xyxy=(688,669,884,760)
article-paragraph: Θὰ διεξέλθετε γιὰ ποῦ ὅτι ἕνας ἀδελφὸς θὰ κάνῃ τὴν ἀσχολίαν τοῦ καλοκαιριοῦ. Τὰ ἐπανωφόρια ὅμως φαίνονται εἰς πολλὰς περιστάσεις πρακτικώτατα. xyxy=(1099,704,1335,780)
notice-title: ΠΡΟΣΚΛΗΣΙΣ xyxy=(517,1142,635,1158)
article-paragraph: Δέκαθλον 6.274.725 Κοϊσο. xyxy=(275,862,430,875)
headline-theatres: ΤΑ ΘΕΑΤΡΑ xyxy=(942,552,1037,567)
fashion-figure xyxy=(1130,376,1200,605)
headline-declaration: ΔΙΑΚΗΡΥΞΙΣ xyxy=(504,1398,648,1423)
article-paragraph: — Ἀκριβῶς ἀνησυχοῦμεν διὰ τοὺς ἀρχαιοφίλους οἵτινες ἐνδιαφέρονται περὶ τῆς ἐκστρατείας. Ἀνθρώπων μετριοφρόνων ἐπαγγελματιῶν, καὶ λοιπῶν τὸ ζήτημα τῆς μορφῆς διὰ τῆς διευθύνσεως τῶν ἀρχαίων, καὶ οὕτω πρόχειρον, τὸ ζήτημα ἐξετάζει ὅταν ἔχῃ τοῦτο ἐξ αὐτῶν. xyxy=(14,1506,253,1628)
article-paragraph: Προχθὲς ἐν τῇ αἰθούσῃ τοῦ Φιλολογικοῦ Συλλόγου «Παρνασσὸς» ἔδωσε διάλεξιν ἡ Ἀμερικανὶς δημοσιογράφος κ. Μαργαρὶτ Ρόμπερτς ἐπὶ τοῦ θέματος «Ἡ γυναῖκα εἰς τὴν δημοσιογραφίαν». xyxy=(688,355,884,461)
article-paragraph: Τὴν παρελθοῦσαν Κυριακὴν ἡ ἀγροτικὴ τῶν Ἠπειρωτῶν Ἀδελφότης διωργάνωσε ἑορτὴν εἰς τὸν Ἀναδενδρωμένον χῶρον τοῦ Ποδηλατοδρομίου. Αὐτὴ ἐσημείωσε μεγάλην ἐπιτυχίαν. xyxy=(688,219,884,310)
author-signature: ΑΡΙΣΤΙΑΝΑ xyxy=(1491,844,1580,858)
sketch-caption: Ὁ βαρύνας κ. Κέσλυγκ, ὅστις κατὰ τοὺς Ἑλληνοϊαπωνικοὺς ἀγῶνας θὰ ἀγωνισθῇ εἰς τὰ ρίψεις. xyxy=(474,950,678,994)
article-paragraph: — Τὶ, δὲν ἔχει ἡ βουλὴ ἀκόμη; xyxy=(28,650,196,663)
article-paragraph: Ἐντὸς τῶν ἡμερῶν θὰ ἀποσταλοῦν εἰς τὸν Σύνδεσμον καὶ τὰ τελευταῖα ἐπιδόσεις τῶν Ἰαπώνων. xyxy=(261,405,466,465)
photo-caption: Ἐξ ἀριστερῶν πρὸς τὰ δεξιά: Κωνσταντινίδης, Μάγκος, Σταυρίδης. xyxy=(475,472,677,511)
article-paragraph: — Λέτε, λοιπόν, νὰ ἔχωμεν ἄλλους καλὰ ἑνωμένους; Ἀναγκάζει ἐνώνει τοὺς ἀνθρώπους, καὶ ὁ ἀγὼν αὐτὸς τοῦ λαοῦ. xyxy=(14,491,253,536)
headline-centenary: ΕΠ΄ ΕΥΚΑΙΡΙΑ ΤΩΝ ΕΟΡΤΩΝ ΤΗΣ ΕΚΑΤΟΝΤΑΕΤΗΡΙΔΟΣ xyxy=(274,1500,453,1546)
article-paragraph: Ἀριθ. 1702 — Ἡ Ἑλλὰς καὶ ἡ Ἀμερικὴ εἶνε οἱ δύο χῶροι ὅπου τὰ ἐπανωφόρια ἐπέχουν πρωτεύουσαν θέσιν. Αἱ ἐπανωφόρεις προτιμῶνται ἐλαφρά. xyxy=(1345,946,1580,1005)
